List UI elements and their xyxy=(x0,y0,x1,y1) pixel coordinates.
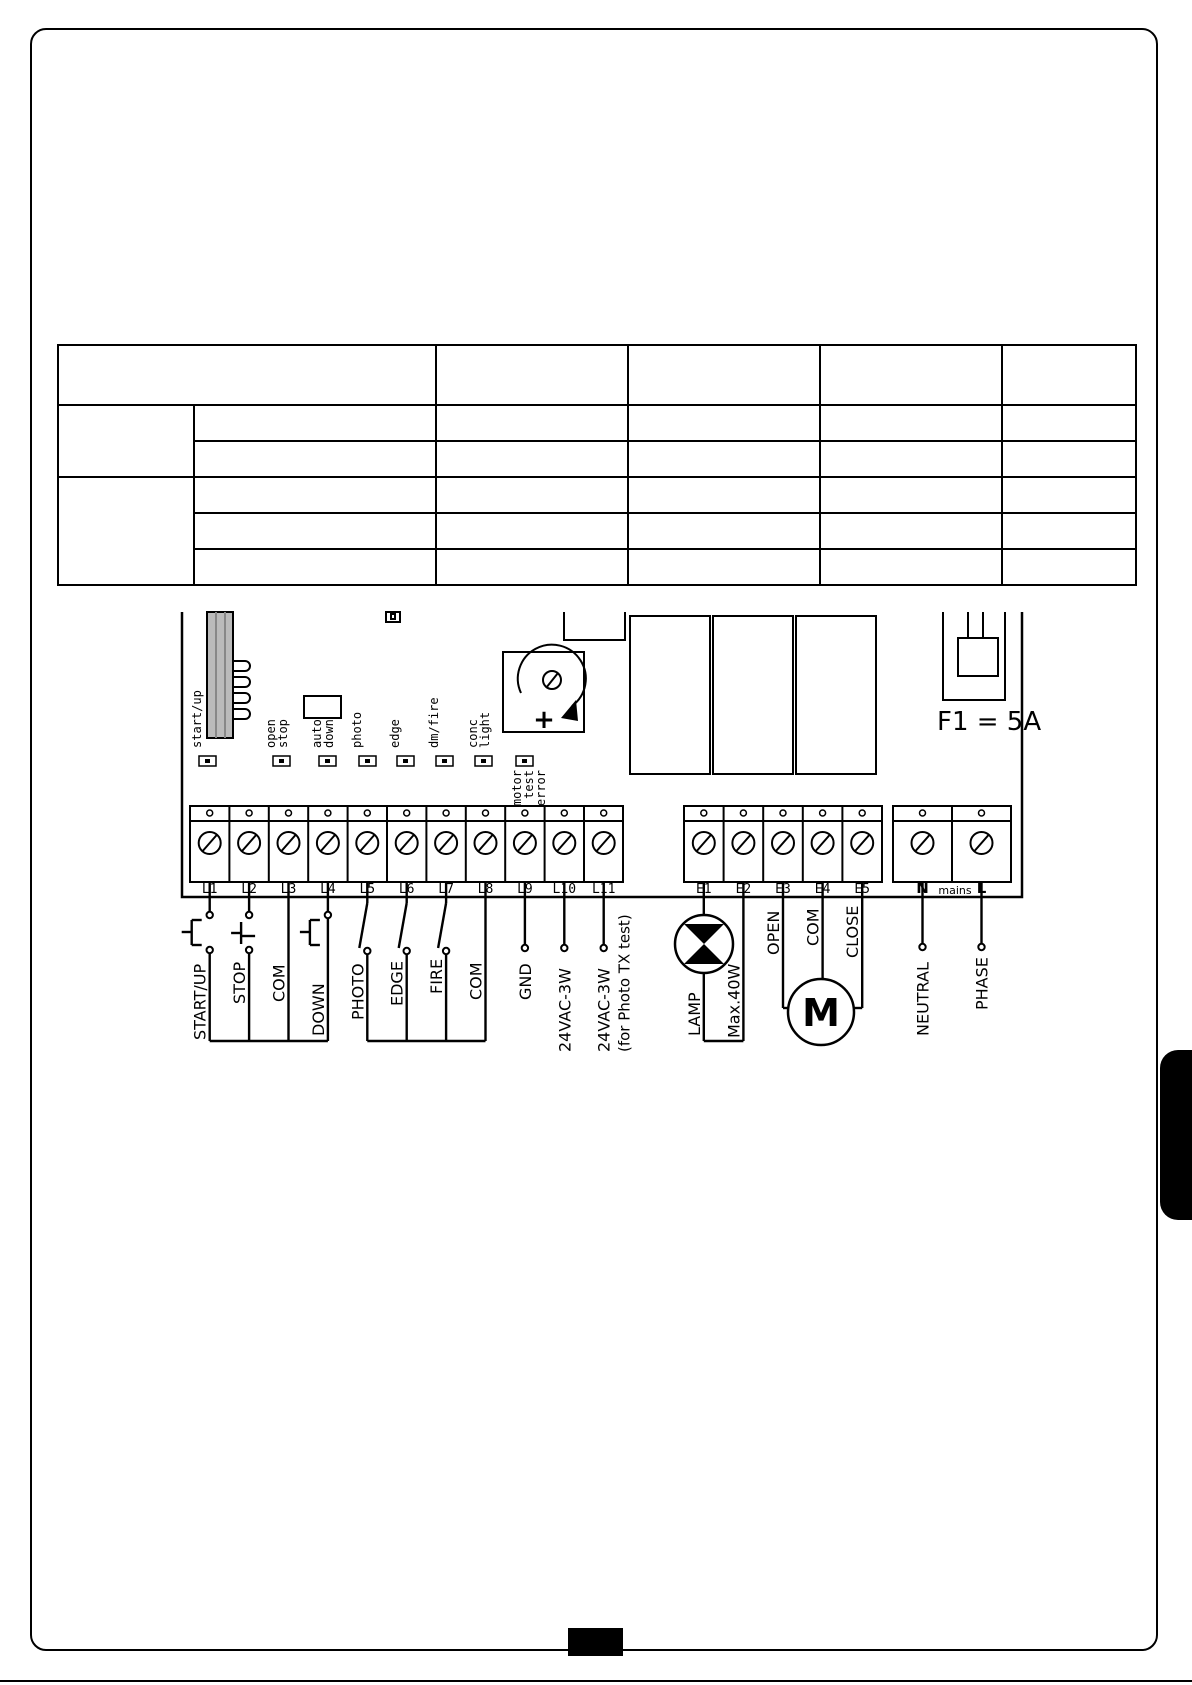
motor-symbol xyxy=(788,979,854,1045)
switch-box xyxy=(304,696,341,718)
led-label: dm/fire xyxy=(427,697,441,748)
wire-label: DOWN xyxy=(308,983,328,1036)
relay-3 xyxy=(796,616,876,774)
terminal-label: L9 xyxy=(517,882,533,897)
relay-2 xyxy=(713,616,793,774)
terminal-label: L4 xyxy=(320,882,336,897)
terminal-label: E2 xyxy=(735,882,752,897)
wire-label: CLOSE xyxy=(843,905,863,958)
wire-label: Max.40W xyxy=(724,963,744,1038)
ribbon-connector xyxy=(207,612,233,738)
terminal-label: L11 xyxy=(591,882,616,897)
relay-top xyxy=(564,612,625,640)
led-auto-down xyxy=(310,719,336,766)
led-edge xyxy=(388,719,414,766)
terminal-label: L3 xyxy=(280,882,297,897)
fuse-label: F1 = 5A xyxy=(937,707,1042,737)
wire-label: EDGE xyxy=(387,961,407,1006)
terminal-label: L10 xyxy=(552,882,577,897)
wire-label: FIRE xyxy=(427,958,447,994)
led-label: edge xyxy=(388,719,402,748)
terminal-label: L7 xyxy=(438,882,454,897)
wire-label: OPEN xyxy=(764,910,783,955)
wire-label: COM xyxy=(803,908,823,946)
terminal-label: E4 xyxy=(814,882,831,897)
fuse-holder xyxy=(943,612,1005,700)
led-row xyxy=(190,690,548,806)
terminal-label: E1 xyxy=(695,882,712,897)
terminal-label: L5 xyxy=(359,882,376,897)
terminal-label: L1 xyxy=(201,882,218,897)
led-photo xyxy=(350,712,376,766)
led-dm-fire xyxy=(427,697,453,766)
led-label: start/up xyxy=(190,690,204,748)
led-label: conclight xyxy=(466,711,492,748)
led-label: motortesterror xyxy=(510,770,548,807)
wiring xyxy=(182,882,985,1041)
trimmer-plus: + xyxy=(533,705,555,735)
relay-1 xyxy=(630,616,710,774)
led-label: autodown xyxy=(310,719,336,748)
wire-label: GND xyxy=(515,963,535,1000)
mains-label: mains xyxy=(938,884,972,897)
wire-label: LAMP xyxy=(684,992,704,1036)
wire-label: START/UP xyxy=(190,963,210,1040)
fuse xyxy=(958,638,998,676)
terminal-label: L xyxy=(976,879,987,897)
terminal-label: N xyxy=(916,879,929,897)
wire-label: PHASE xyxy=(972,957,992,1010)
terminal-label: L2 xyxy=(241,882,257,897)
connector-pins xyxy=(233,661,250,719)
wire-label: COM xyxy=(466,962,486,1000)
wire-label: COM xyxy=(269,964,289,1002)
wire-label: STOP xyxy=(230,961,250,1004)
wire-label: PHOTO xyxy=(348,963,368,1020)
terminal-label: E5 xyxy=(854,882,871,897)
motor-symbol-letter: M xyxy=(802,991,840,1035)
terminals xyxy=(190,806,1011,897)
led-conc-light xyxy=(466,712,492,766)
trimmer-arrow xyxy=(518,645,586,706)
led-label: openstop xyxy=(264,719,290,748)
terminal-label: L6 xyxy=(398,882,415,897)
wire-label: 24VAC-3W xyxy=(555,968,575,1052)
led-open-stop xyxy=(264,719,290,766)
terminal-label: L8 xyxy=(477,882,494,897)
wire-label: (for Photo TX test) xyxy=(615,914,634,1052)
led-motor-test xyxy=(510,756,548,806)
wire-label: NEUTRAL xyxy=(913,962,933,1036)
terminal-label: E3 xyxy=(775,882,791,897)
led-label: photo xyxy=(350,711,364,748)
wire-label: 24VAC-3W xyxy=(594,968,614,1052)
